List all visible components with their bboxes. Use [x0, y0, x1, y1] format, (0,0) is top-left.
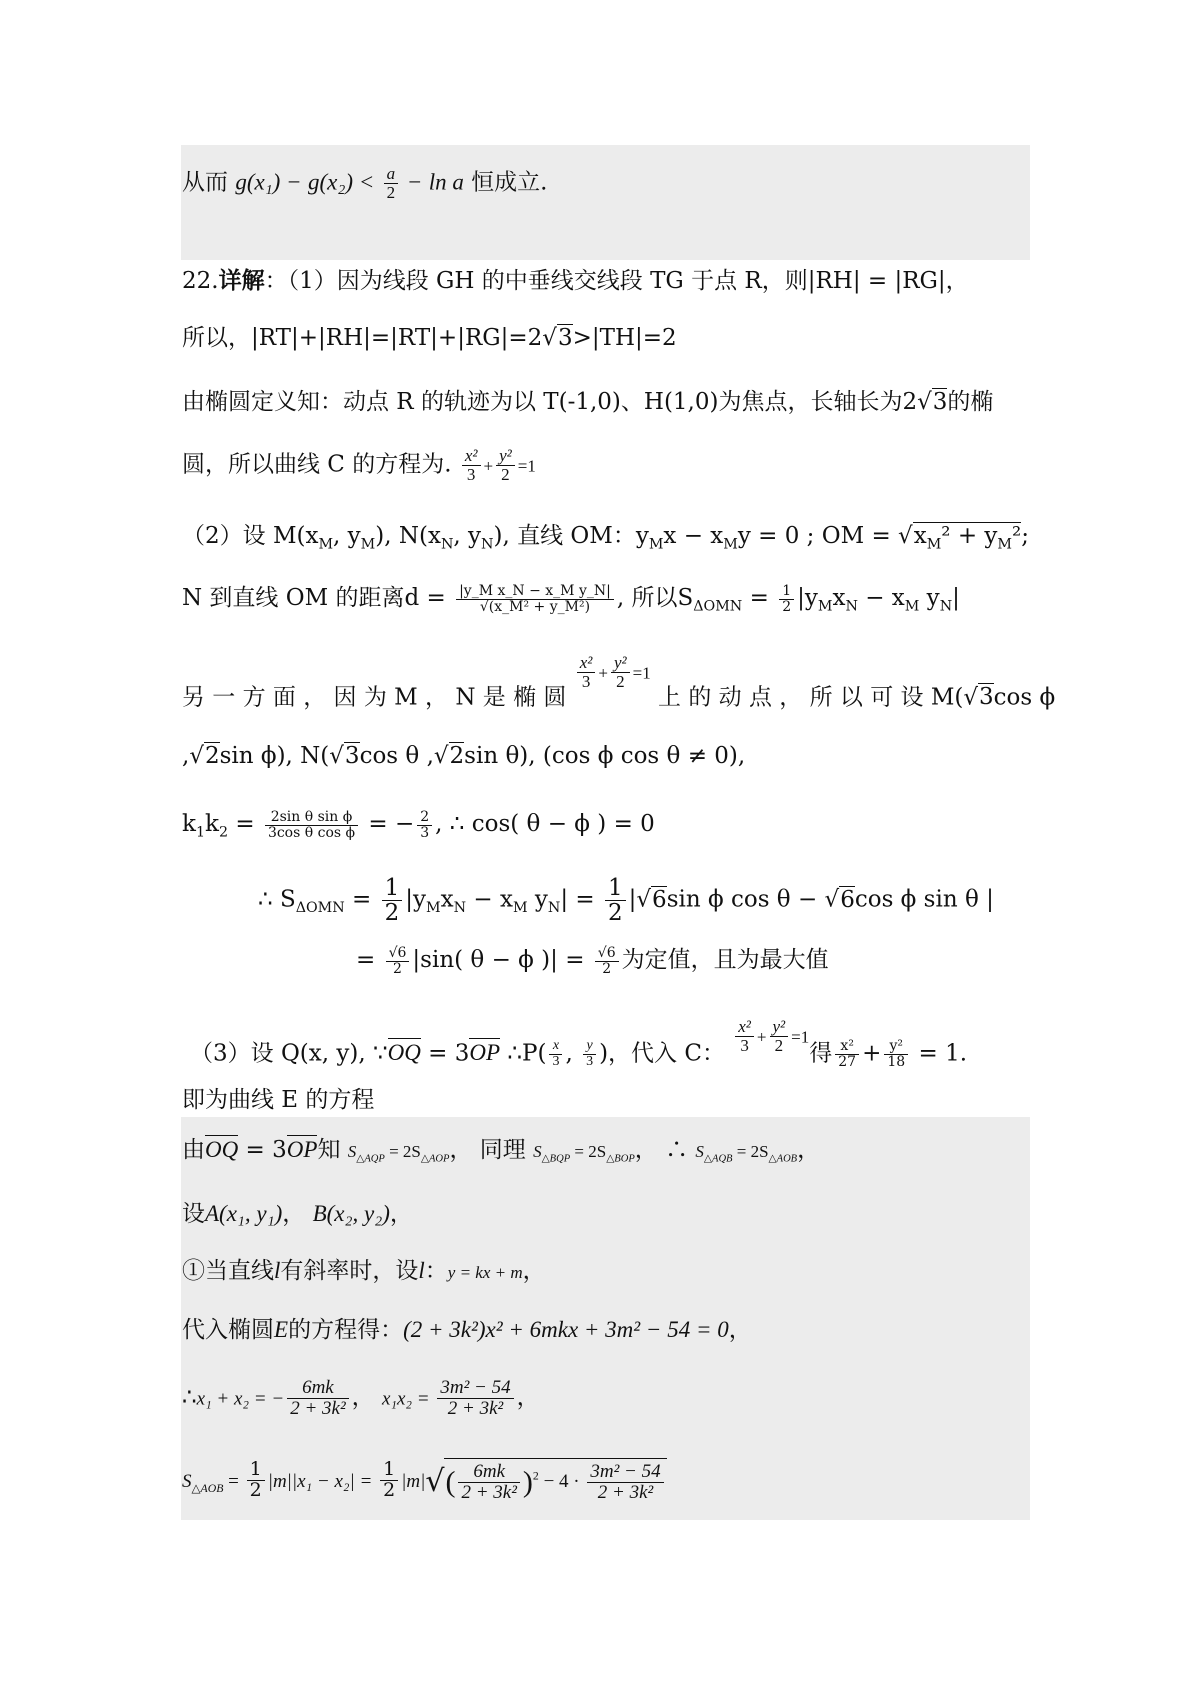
bottom-line6: $S_{\triangle AOB}$ = $\frac{1}{2}$ |m||x₁ − x₂| = $\frac{1}{2}$ |m|√( $\frac{6mk}{\text{2 + 3k²}}$ )$^2$ − 4 · $\frac{\text{3m² − 54}}{\text{2 + 3k²}}$ [182, 1458, 667, 1503]
fraction: $\frac{\text{2sin θ sin ϕ}}{\text{3cos θ cos ϕ}}$ [265, 810, 358, 840]
frac-den: 2 [386, 182, 396, 202]
math: >|TH|=2 [572, 325, 677, 351]
part3-line1: （3）设 Q(x, y), ∵OQ = 3OP ∴P( $\frac{x}{3}$ , $\frac{y}{3}$ )，代入 C： $\frac{\text{x²}}{3}$ + $\frac{\text{y²}}{2}$ =1得 $\frac{\text{x²}}{27}$ + $\frac{\text{y²}}{18}$ = 1. [190, 1017, 968, 1070]
fraction: $\frac{\text{x²}}{3}$ [577, 654, 596, 691]
fraction: $\frac{\text{y²}}{2}$ [496, 447, 515, 484]
part2-line7: = $\frac{√6}{2}$ |sin( θ − ϕ )| = $\frac{√6}{2}$ 为定值，且为最大值 [356, 944, 829, 977]
fraction: $\frac{6mk}{\text{2 + 3k²}}$ [458, 1462, 519, 1503]
q22-line4 [182, 447, 536, 484]
fraction: $\frac{\text{y²}}{2}$ [770, 1018, 789, 1055]
text: ：（1）因为线段 GH 的中垂线交线段 TG 于点 R，则|RH| = |RG|， [264, 268, 969, 294]
sqrt: √3 [917, 389, 948, 415]
sqrt: √( $\frac{6mk}{\text{2 + 3k²}}$ )$^2$ − 4 · $\frac{\text{3m² − 54}}{\text{2 + 3k²}}$ [425, 1470, 666, 1492]
fraction: $\frac{\text{3m² − 54}}{\text{2 + 3k²}}$ [587, 1462, 663, 1503]
fraction: $\frac{\text{x²}}{3}$ [735, 1018, 754, 1055]
fraction: $\frac{1}{2}$ [382, 876, 403, 925]
text: 的椭 [947, 389, 994, 415]
sqrt: $√x_M^2 + y_M^2$ [898, 523, 1022, 553]
math: =1 [517, 456, 536, 476]
fraction: $\frac{x}{3}$ [549, 1039, 562, 1069]
fraction: $\frac{\text{x²}}{27}$ [835, 1039, 859, 1069]
line-conclusion [182, 165, 547, 202]
sqrt: √3 [329, 743, 360, 769]
part2-line5: $k_1k_2$ = $\frac{\text{2sin θ sin ϕ}}{\text{3cos θ cos ϕ}}$ = − $\frac{2}{3}$ , ∴ cos( θ − ϕ ) = 0 [182, 808, 655, 841]
shaded-block-top [181, 145, 1030, 260]
fraction: $\frac{y}{3}$ [583, 1039, 596, 1069]
detail-label: 详解 [218, 267, 265, 294]
question-number: 22. [182, 268, 219, 294]
bottom-line4: 代入椭圆E的方程得：(2 + 3k²)x² + 6mkx + 3m² − 54 = 0， [182, 1317, 752, 1343]
part2-line2: N 到直线 OM 的距离d = $\frac{\text{|y\_M x\_N − x\_M y\_N|}}{\text{√(x\_M² + y\_M²)}}$ , 所以$S_{\Delta OMN}$ = $\frac{1}{2}$ $|y_Mx_N - x_M$ $y_N|$ [182, 582, 960, 615]
fraction: $\frac{\text{y²}}{18}$ [884, 1039, 908, 1069]
fraction: $\frac{\text{y²}}{2}$ [611, 654, 630, 691]
math: + [483, 456, 494, 476]
fraction: $\frac{1}{2}$ [779, 584, 794, 614]
math: g(x₁) [235, 169, 281, 195]
part2-line1: （2）设 $M(x_M$, $y_M$), $N(x_N$, $y_N$), 直线 OM：$y_Mx - x_My = 0$ ; OM = $√x_M^2 + y_M^2$; [182, 523, 1029, 553]
fraction [384, 165, 399, 202]
sqrt: √3 [963, 684, 994, 711]
fraction: $\frac{6mk}{\text{2 + 3k²}}$ [287, 1378, 348, 1419]
text: 所以， [182, 325, 251, 351]
q22-line2 [182, 322, 677, 354]
part2-line6: ∴ $S_{\Delta OMN}$ = $\frac{1}{2}$ $|y_Mx_N - x_M$ $y_N|$ = $\frac{1}{2}$ |√6sin ϕ cos θ − √6cos ϕ sin θ | [258, 875, 994, 927]
sqrt: √6 [824, 886, 855, 913]
bottom-line1: 由OQ = 3OP知 $S_{\triangle AQP} = 2S_{\triangle AOP}$， 同理 $S_{\triangle BQP} = 2S_{\triangle BOP}$， ∴ $S_{\triangle AQB} = 2S_{\triangle AOB}$， [182, 1137, 821, 1165]
text: 由椭圆定义知：动点 R 的轨迹为以 T(-1,0)、H(1,0)为焦点，长轴长为2 [182, 389, 918, 415]
math: − [408, 169, 422, 195]
sqrt: √6 [636, 886, 667, 913]
part2-line4: ,√2sin ϕ), N(√3cos θ ,√2sin θ), (cos ϕ cos θ ≠ 0), [182, 743, 746, 769]
part3-line2: 即为曲线 E 的方程 [182, 1087, 375, 1113]
sqrt: √3 [542, 325, 573, 351]
text: 恒成立. [471, 169, 548, 196]
fraction: $\frac{1}{2}$ [247, 1460, 265, 1501]
math: − [287, 169, 301, 195]
text: 从而 [182, 169, 228, 196]
q22-line3 [182, 386, 993, 418]
sqrt: √2 [189, 743, 220, 769]
fraction: $\frac{1}{2}$ [380, 1460, 398, 1501]
fraction: $\frac{\text{x²}}{3}$ [462, 447, 481, 484]
fraction: $\frac{√6}{2}$ [386, 946, 410, 976]
sqrt: √2 [433, 743, 465, 769]
math: < [360, 169, 374, 195]
bottom-line2: 设A(x₁, y₁)， B(x₂, y₂)， [182, 1201, 413, 1227]
frac-num: a [384, 165, 399, 184]
bottom-line3: ①当直线l有斜率时，设l：y = kx + m， [182, 1258, 546, 1284]
fraction: $\frac{\text{|y\_M x\_N − x\_M y\_N|}}{\text{√(x\_M² + y\_M²)}}$ [456, 584, 614, 614]
math: g(x₂) [307, 169, 353, 195]
fraction: $\frac{1}{2}$ [605, 876, 626, 925]
part2-line3: 另 一 方 面 ， 因 为 M ， N 是 椭 圆 $\frac{\text{x²}}{3}$ + $\frac{\text{y²}}{2}$ =1 上 的 动 点 ， 所 以 可 设 M(√3cos ϕ [182, 653, 1056, 711]
math: |RT|+|RH|=|RT|+|RG|=2 [251, 325, 543, 351]
q22-line1 [182, 265, 969, 297]
fraction: $\frac{\text{3m² − 54}}{\text{2 + 3k²}}$ [437, 1378, 513, 1419]
text: 圆，所以曲线 C 的方程为. [182, 451, 452, 478]
bottom-line5: ∴x₁ + x₂ = − $\frac{6mk}{\text{2 + 3k²}}$ ， x₁x₂ = $\frac{\text{3m² − 54}}{\text{2 + 3k²}}$ ， [182, 1377, 540, 1419]
math: ln a [428, 169, 464, 195]
fraction: $\frac{√6}{2}$ [595, 946, 619, 976]
fraction: $\frac{2}{3}$ [417, 810, 432, 840]
